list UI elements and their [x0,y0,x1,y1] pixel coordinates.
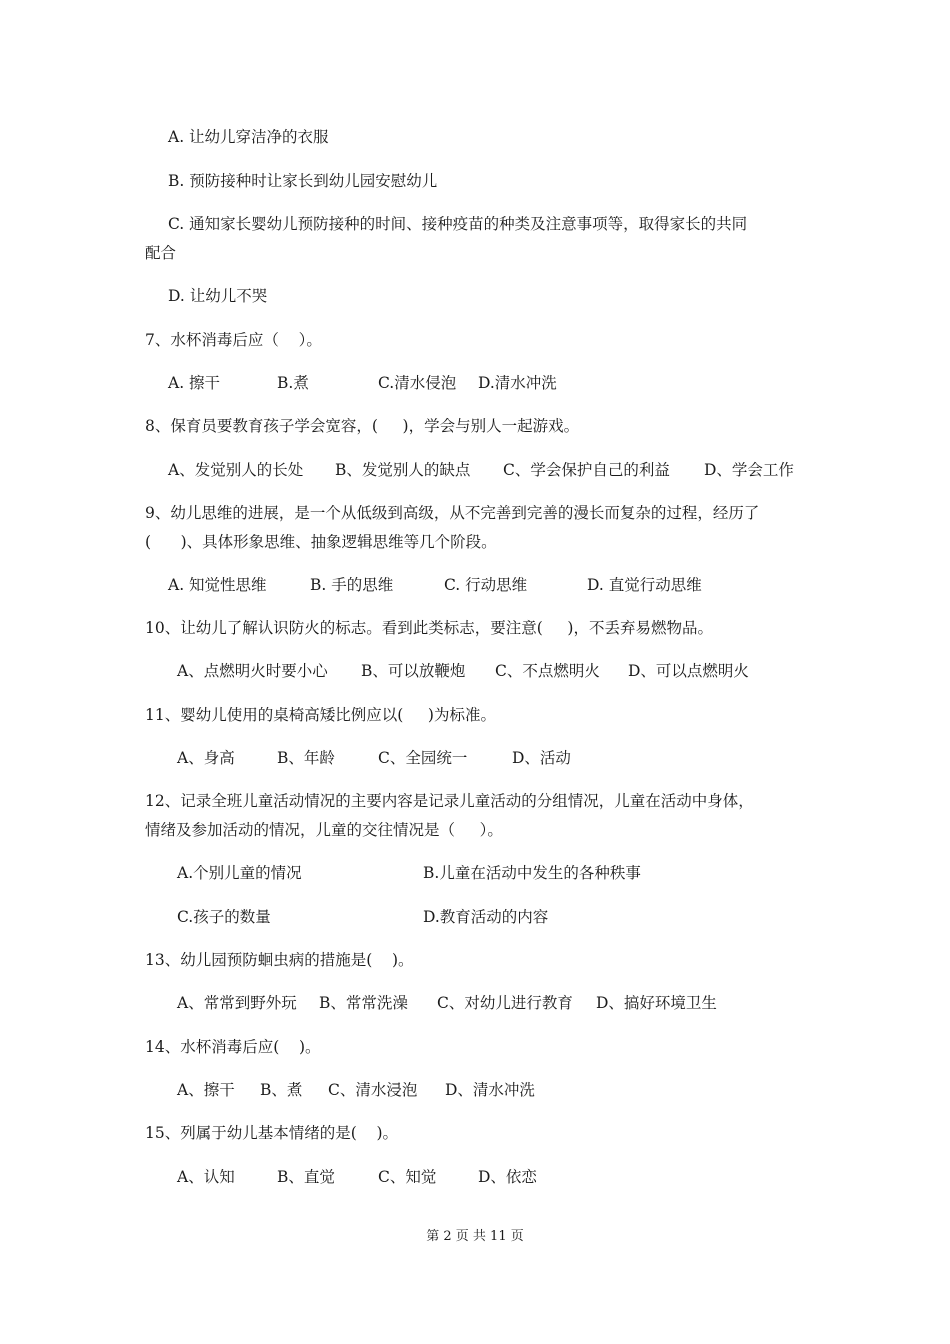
q7-option-c: C.清水侵泡 [378,374,457,392]
q14-option-a: A、擦干 [177,1081,235,1099]
q10-stem: 10、让幼儿了解认识防火的标志。看到此类标志，要注意( )，不丢弃易燃物品。 [145,619,713,637]
q15-option-b: B、直觉 [277,1168,335,1186]
q11-option-a: A、身高 [177,749,235,767]
q7-stem: 7、水杯消毒后应（ ）。 [145,331,322,349]
q12-option-b: B.儿童在活动中发生的各种秩事 [423,864,641,882]
q9-option-a: A. 知觉性思维 [168,576,267,594]
q9-stem-line1: 9、幼儿思维的进展，是一个从低级到高级，从不完善到完善的漫长而复杂的过程，经历了 [145,504,760,522]
q9-option-b: B. 手的思维 [310,576,394,594]
q13-option-d: D、搞好环境卫生 [596,994,717,1012]
q14-option-b: B、煮 [260,1081,303,1099]
q6-option-c-line2: 配合 [145,244,177,262]
q14-option-c: C、清水浸泡 [328,1081,418,1099]
q11-option-d: D、活动 [512,749,571,767]
q11-option-b: B、年龄 [277,749,335,767]
q9-option-c: C. 行动思维 [444,576,528,594]
q13-option-b: B、常常洗澡 [319,994,408,1012]
q15-option-c: C、知觉 [378,1168,437,1186]
q8-option-d: D、学会工作 [704,461,794,479]
q13-stem: 13、幼儿园预防蛔虫病的措施是( )。 [145,951,414,969]
q13-option-c: C、对幼儿进行教育 [437,994,573,1012]
q14-stem: 14、水杯消毒后应( )。 [145,1038,321,1056]
q12-option-d: D.教育活动的内容 [423,908,549,926]
q14-option-d: D、清水冲洗 [445,1081,535,1099]
q10-option-d: D、可以点燃明火 [628,662,749,680]
q15-option-d: D、依恋 [478,1168,537,1186]
q12-stem-line1: 12、记录全班儿童活动情况的主要内容是记录儿童活动的分组情况，儿童在活动中身体， [145,792,754,810]
q6-option-a: A. 让幼儿穿洁净的衣服 [168,128,329,146]
q12-stem-line2: 情绪及参加活动的情况，儿童的交往情况是（ ）。 [145,821,503,839]
q12-option-a: A.个别儿童的情况 [177,864,302,882]
q8-option-c: C、学会保护自己的利益 [503,461,670,479]
q7-option-a: A. 擦干 [168,374,221,392]
q11-option-c: C、全园统一 [378,749,468,767]
q10-option-a: A、点燃明火时要小心 [177,662,328,680]
q8-option-a: A、发觉别人的长处 [168,461,304,479]
q12-option-c: C.孩子的数量 [177,908,271,926]
q10-option-b: B、可以放鞭炮 [361,662,466,680]
q8-stem: 8、保育员要教育孩子学会宽容，( )，学会与别人一起游戏。 [145,417,580,435]
q15-stem: 15、列属于幼儿基本情绪的是( )。 [145,1124,399,1142]
q10-option-c: C、不点燃明火 [495,662,600,680]
page-number-footer: 第 2 页 共 11 页 [426,1229,524,1244]
q9-stem-line2: ( )、具体形象思维、抽象逻辑思维等几个阶段。 [145,533,497,551]
q6-option-c-line1: C. 通知家长婴幼儿预防接种的时间、接种疫苗的种类及注意事项等，取得家长的共同 [168,215,748,233]
q11-stem: 11、婴幼儿使用的桌椅高矮比例应以( )为标准。 [145,706,496,724]
q6-option-b: B. 预防接种时让家长到幼儿园安慰幼儿 [168,172,438,190]
q13-option-a: A、常常到野外玩 [177,994,297,1012]
q7-option-b: B.煮 [277,374,309,392]
q7-option-d: D.清水冲洗 [478,374,557,392]
q8-option-b: B、发觉别人的缺点 [335,461,471,479]
q9-option-d: D. 直觉行动思维 [587,576,702,594]
q15-option-a: A、认知 [177,1168,235,1186]
q6-option-d: D. 让幼儿不哭 [168,287,268,305]
